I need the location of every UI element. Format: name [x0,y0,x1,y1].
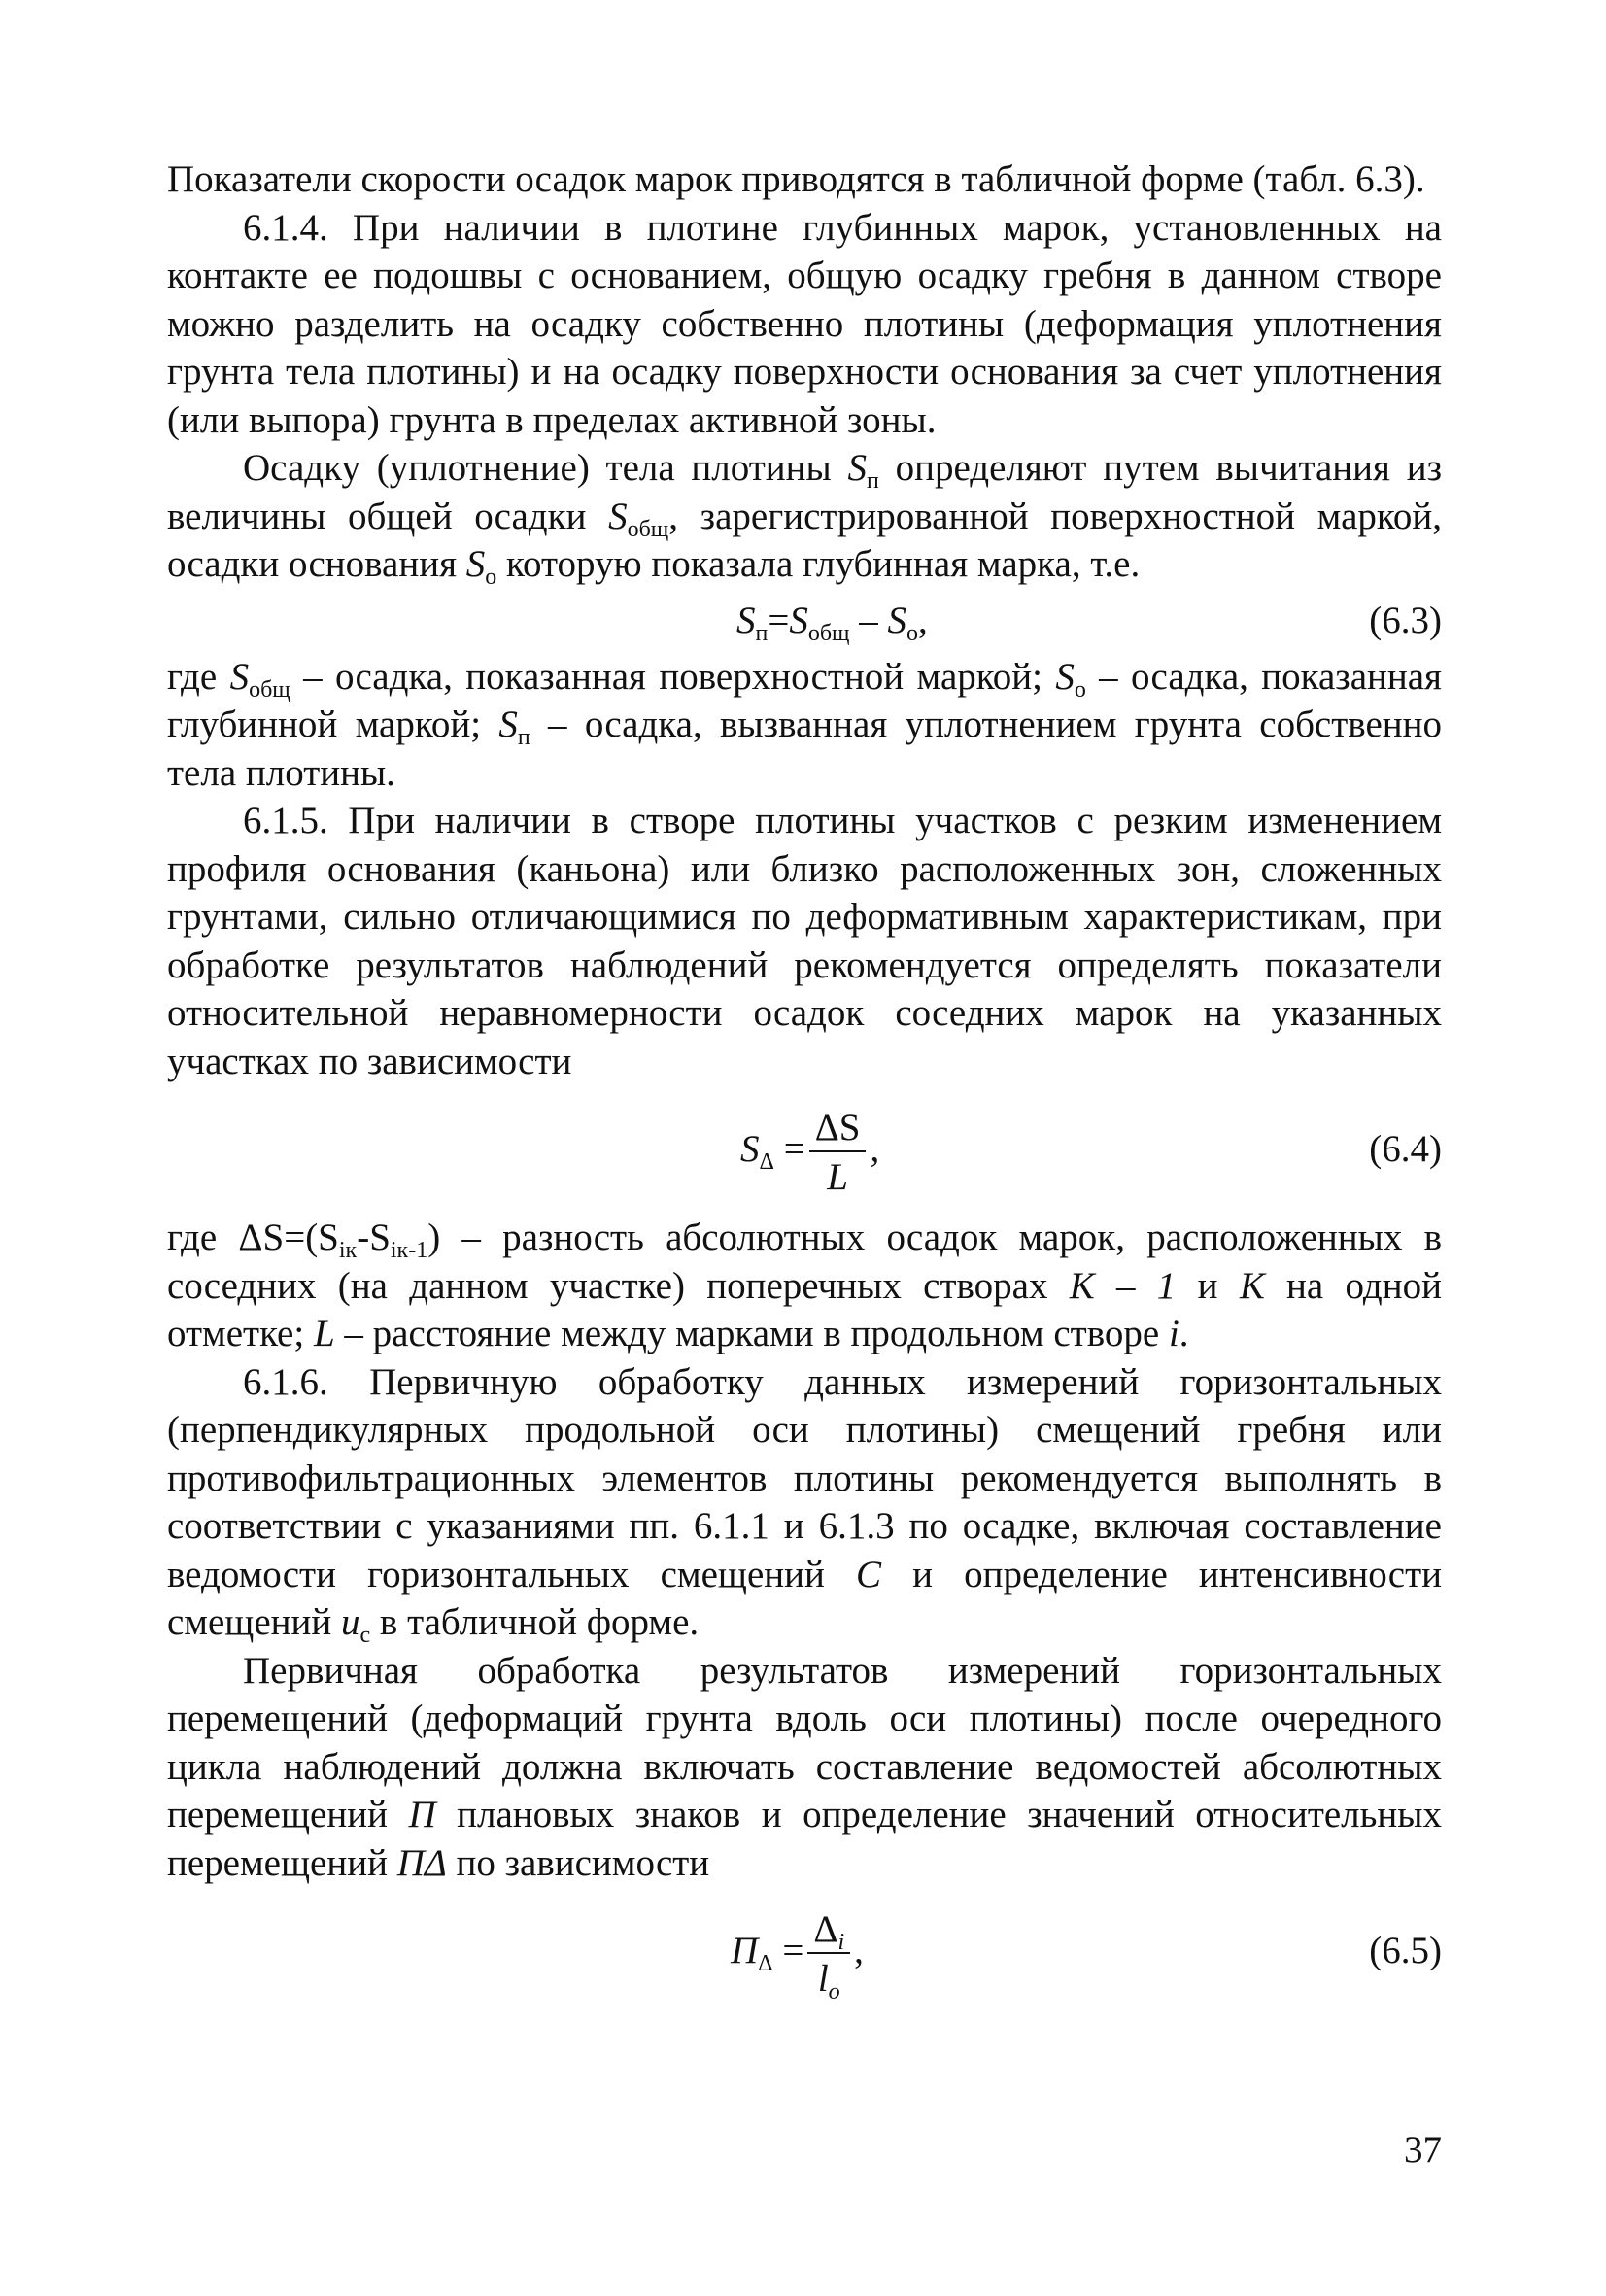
page-number: 37 [1404,2129,1442,2171]
equation-number-6-5: (6.5) [1369,1930,1442,1971]
paragraph-where-6-3: где $S_{общ}$ – осадка, показанная поверхностной маркой; $S_о$ – осадка, показанная глубинной маркой; $S_п$ – осадка, вызванная уплотнением грунта собственно тела плотины. [167,655,1443,794]
equation-6-3-expression: $S_п=S_{общ} - S_о$, [736,599,928,646]
page-body [167,155,1442,2015]
equation-6-5 [167,1887,1442,2015]
paragraph-6-1-6: 6.1.6. Первичную обработку данных измерений горизонтальных (перпендикулярных продольной оси плотины) смещений гребня или противофильтрационных элементов плотины рекомендуется выполнять в соответствии с указаниями пп. 6.1.1 и 6.1.3 по осадке, включая составление ведомости горизонтальных смещений С и определение интенсивности смещений $u_c$ в табличной форме. [167,1360,1442,1648]
equation-number-6-4: (6.4) [1369,1128,1442,1170]
fraction-6-5: $\frac{\Delta_i}{l_o}$ [807,1910,850,1998]
paragraph-6-1-5: 6.1.5. При наличии в створе плотины участков с резким изменением профиля основания (каньона) или близко расположенных зон, сложенных грунтами, сильно отличающимися по деформативным характеристикам, при обработке результатов наблюдений рекомендуется определять показатели относительной неравномерности осадок соседних марок на указанных участках по зависимости [167,800,1442,1082]
equation-6-4 [167,1085,1442,1214]
equation-number-6-3: (6.3) [1369,599,1442,641]
paragraph-where-6-4: где $\Delta S=(S_{iк}-S_{iк-1})$ – разность абсолютных осадок марок, расположенных в соседних (на данном участке) поперечных створах К – 1 и К на одной отметке; L – расстояние между марками в продольном створе i. [167,1217,1442,1354]
fraction-6-4: $\frac{\Delta S}{L}$ [809,1109,867,1196]
equation-6-5-expression: $П_\Delta$ = $\frac{\Delta_i}{l_o}$ , [731,1908,864,2005]
paragraph-horizontal-displacements: Первичная обработка результатов измерений горизонтальных перемещений (деформаций грунта вдоль оси плотины) после очередного цикла наблюдений должна включать составление ведомостей абсолютных перемещений П плановых знаков и определение значений относительных перемещений ПΔ по зависимости [167,1649,1442,1884]
equation-6-4-expression: $S_\Delta$ = $\frac{\Delta S}{L}$ , [740,1107,880,1199]
paragraph-6-1-4: 6.1.4. При наличии в плотине глубинных марок, установленных на контакте ее подошвы с основанием, общую осадку гребня в данном створе можно разделить на осадку собственно плотины (деформация уплотнения грунта тела плотины) и на осадку поверхности основания за счет уплотнения (или выпора) грунта в пределах активной зоны. [167,206,1442,441]
paragraph-body-settlement: Осадку (уплотнение) тела плотины $S_п$ определяют путем вычитания из величины общей осадки $S_{общ}$, зарегистрированной поверхностной маркой, осадки основания $S_о$ которую показала глубинная марка, т.е. [167,447,1442,590]
paragraph-1: Показатели скорости осадок марок приводятся в табличной форме (табл. 6.3). [167,158,1425,200]
equation-6-3 [167,589,1442,653]
